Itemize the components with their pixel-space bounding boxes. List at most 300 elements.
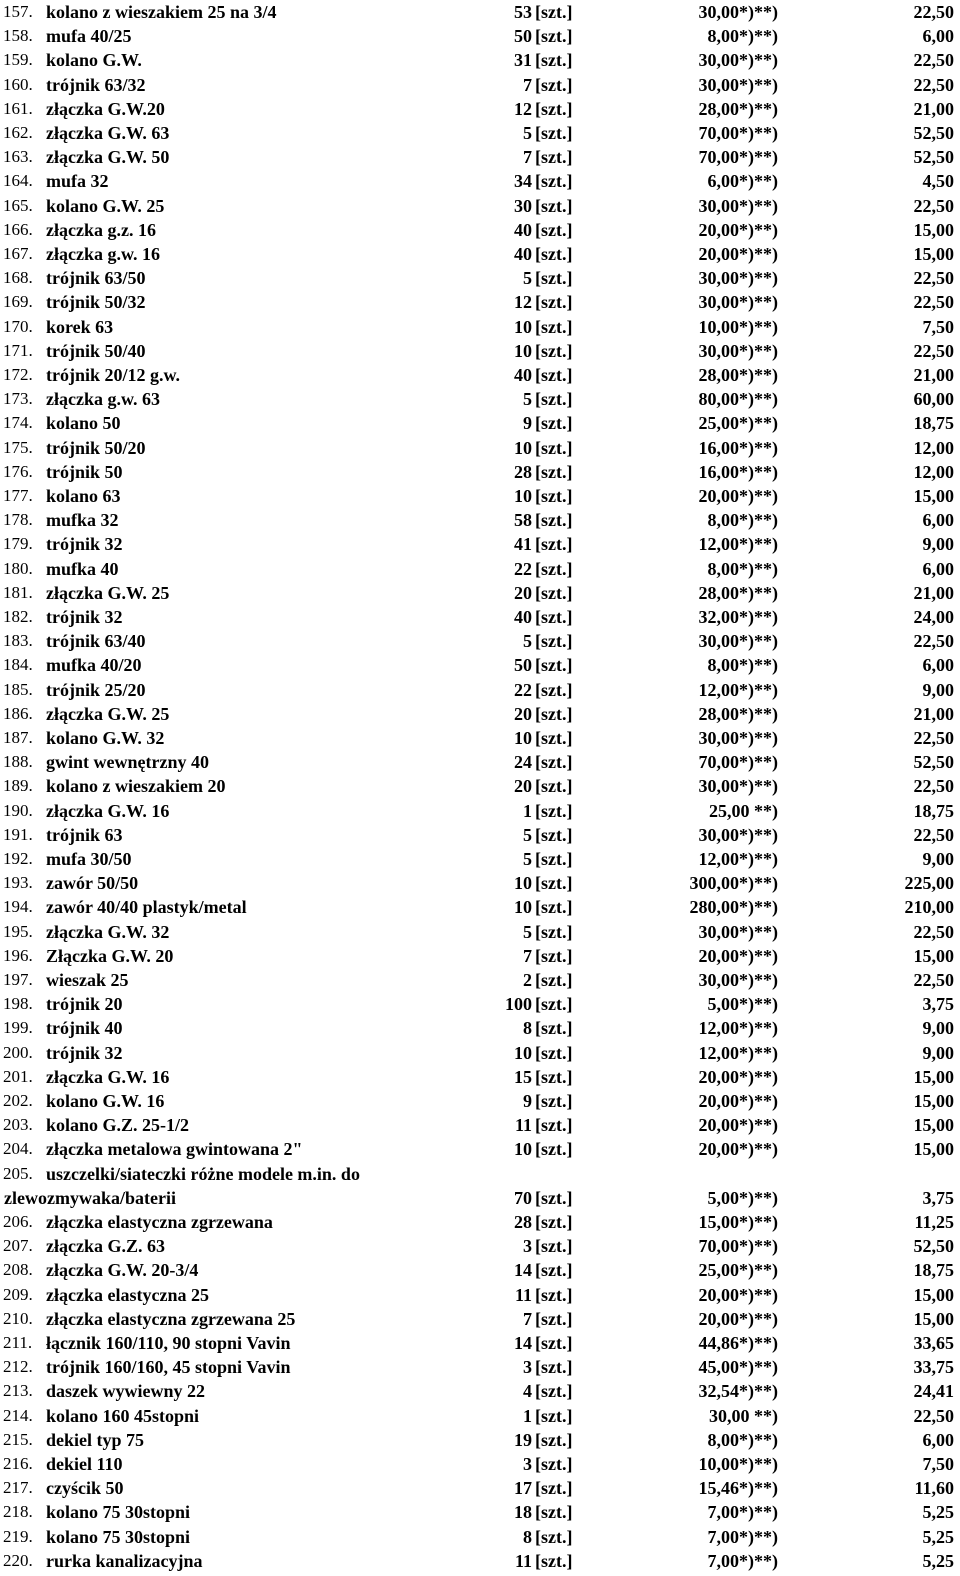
item-number: 180. (3, 558, 33, 578)
item-quantity: 10 (514, 486, 532, 506)
table-row (0, 557, 960, 581)
item-quantity: 14 (514, 1333, 532, 1353)
item-total: 52,50 (913, 147, 954, 168)
item-number: 191. (3, 824, 33, 844)
item-unit: [szt.] (535, 1502, 573, 1523)
table-row (0, 1355, 960, 1379)
item-number: 172. (3, 365, 33, 384)
item-price: 30,00*)**) (698, 824, 778, 845)
item-number: 190. (3, 800, 33, 820)
item-quantity: 10 (514, 728, 532, 748)
table-row (0, 363, 960, 387)
item-number: 162. (3, 123, 33, 142)
table-row (0, 48, 960, 72)
item-total: 12,00 (913, 461, 954, 482)
item-number: 160. (3, 74, 33, 94)
table-row (0, 750, 960, 774)
item-quantity: 8 (523, 1526, 532, 1547)
item-number: 187. (3, 728, 33, 747)
item-total: 18,75 (913, 1260, 954, 1281)
item-number: 157. (3, 2, 33, 21)
item-total: 24,41 (913, 1381, 954, 1402)
item-name: trójnik 63/32 (46, 74, 146, 95)
item-name: mufa 40/25 (46, 26, 132, 47)
item-quantity: 5 (523, 849, 532, 869)
item-name: kolano z wieszakiem 20 (46, 776, 226, 797)
item-total: 21,00 (913, 582, 954, 603)
item-total: 4,50 (922, 171, 954, 192)
item-name: trójnik 32 (46, 607, 123, 627)
item-name: trójnik 32 (46, 1042, 123, 1063)
item-quantity: 50 (514, 26, 532, 47)
item-name: gwint wewnętrzny 40 (46, 752, 209, 773)
item-quantity: 7 (523, 147, 532, 168)
item-number: 167. (3, 244, 33, 263)
item-total: 6,00 (922, 510, 954, 531)
table-row (0, 702, 960, 726)
item-number: 184. (3, 655, 33, 675)
item-number: 200. (3, 1042, 33, 1062)
item-total: 22,50 (913, 631, 954, 652)
table-row (0, 1476, 960, 1500)
item-total: 52,50 (913, 752, 954, 773)
item-unit: [szt.] (535, 123, 573, 143)
table-row (0, 847, 960, 871)
item-quantity: 4 (523, 1381, 532, 1402)
item-price: 7,00*)**) (707, 1502, 778, 1523)
item-unit: [szt.] (535, 607, 573, 627)
item-name: trójnik 20/12 g.w. (46, 365, 181, 385)
item-total: 9,00 (922, 1018, 954, 1039)
item-unit: [szt.] (535, 316, 573, 337)
item-unit: [szt.] (535, 268, 573, 289)
item-quantity: 40 (514, 219, 532, 240)
item-number: 197. (3, 970, 33, 989)
item-number: 220. (3, 1550, 33, 1570)
table-row (0, 266, 960, 290)
item-total: 33,75 (913, 1357, 954, 1378)
item-name: trójnik 63/50 (46, 268, 146, 289)
item-unit: [szt.] (535, 1066, 573, 1087)
item-quantity: 10 (514, 1139, 532, 1160)
item-quantity: 28 (514, 461, 532, 482)
item-price: 70,00*)**) (698, 1236, 778, 1257)
item-number: 159. (3, 50, 33, 70)
table-row (0, 1210, 960, 1234)
item-name: zawór 50/50 (46, 873, 139, 894)
item-quantity: 11 (514, 1115, 532, 1136)
table-row (0, 1452, 960, 1476)
item-total: 225,00 (904, 873, 954, 894)
item-quantity: 5 (523, 268, 532, 289)
item-number: 179. (3, 534, 33, 554)
item-unit: [szt.] (535, 98, 573, 119)
item-name-continued: zlewozmywaka/baterii (4, 1187, 176, 1208)
item-price: 8,00*)**) (707, 558, 778, 579)
item-total: 3,75 (922, 1187, 954, 1208)
item-total: 5,25 (922, 1502, 954, 1523)
item-unit: [szt.] (535, 219, 573, 240)
item-quantity: 2 (523, 970, 532, 990)
item-number: 177. (3, 486, 33, 505)
item-price: 12,00*)**) (698, 534, 778, 555)
item-unit: [szt.] (535, 1454, 573, 1474)
item-number: 186. (3, 703, 33, 723)
table-row (0, 968, 960, 992)
item-name: korek 63 (46, 316, 114, 337)
item-quantity: 50 (514, 655, 532, 676)
table-row (0, 944, 960, 968)
table-row (0, 1525, 960, 1549)
item-price: 20,00*)**) (698, 244, 778, 264)
item-total: 11,60 (914, 1478, 954, 1499)
item-price: 28,00*)**) (698, 582, 778, 603)
item-price: 15,00*)**) (698, 1212, 778, 1232)
item-total: 15,00 (913, 486, 954, 506)
item-price: 25,00 **) (709, 800, 778, 821)
table-row (0, 920, 960, 944)
item-name: złączka G.W. 50 (46, 147, 170, 168)
item-quantity: 17 (514, 1478, 532, 1499)
item-quantity: 70 (514, 1187, 532, 1208)
table-row (0, 992, 960, 1016)
item-quantity: 41 (514, 534, 532, 555)
item-unit: [szt.] (535, 679, 573, 700)
item-unit: [szt.] (535, 1333, 573, 1353)
item-unit: [szt.] (535, 365, 573, 385)
item-price: 70,00*)**) (698, 752, 778, 773)
item-total: 9,00 (922, 679, 954, 700)
item-name: kolano G.W. 16 (46, 1091, 165, 1111)
item-name: złączka elastyczna zgrzewana 25 (46, 1308, 296, 1329)
item-price: 20,00*)**) (698, 1139, 778, 1160)
item-unit: [szt.] (535, 824, 573, 845)
item-total: 22,50 (913, 2, 954, 22)
item-price: 10,00*)**) (698, 316, 778, 337)
item-number: 212. (3, 1357, 33, 1377)
table-row (0, 726, 960, 750)
item-unit: [szt.] (535, 534, 573, 555)
table-row (0, 290, 960, 314)
item-total: 7,50 (922, 1454, 954, 1474)
item-unit: [szt.] (535, 1381, 573, 1402)
table-row (0, 73, 960, 97)
item-total: 22,50 (913, 340, 954, 361)
item-quantity: 28 (514, 1212, 532, 1232)
item-price: 5,00*)**) (707, 1187, 778, 1208)
item-price: 30,00*)**) (698, 631, 778, 652)
item-total: 15,00 (913, 1091, 954, 1111)
item-quantity: 12 (514, 292, 532, 313)
item-number: 195. (3, 921, 33, 941)
item-number: 188. (3, 752, 33, 772)
table-row (0, 0, 960, 24)
item-unit: [szt.] (535, 1187, 573, 1208)
item-name: trójnik 32 (46, 534, 123, 555)
item-name: złączka elastyczna zgrzewana (46, 1212, 273, 1232)
item-name: trójnik 50 (46, 461, 123, 482)
item-unit: [szt.] (535, 945, 573, 966)
item-unit: [szt.] (535, 1212, 573, 1232)
item-price: 30,00*)**) (698, 728, 778, 748)
item-unit: [szt.] (535, 1405, 573, 1426)
item-unit: [szt.] (535, 26, 573, 47)
table-row (0, 1016, 960, 1040)
item-name: trójnik 63 (46, 824, 123, 845)
item-name: dekiel 110 (46, 1454, 123, 1474)
item-price: 30,00*)**) (698, 50, 778, 71)
item-price: 28,00*)**) (698, 703, 778, 724)
item-quantity: 10 (514, 316, 532, 337)
item-quantity: 22 (514, 558, 532, 579)
item-name: Złączka G.W. 20 (46, 945, 174, 966)
table-row (0, 1428, 960, 1452)
item-price: 30,00*)**) (698, 970, 778, 990)
table-row (0, 1307, 960, 1331)
item-unit: [szt.] (535, 1139, 573, 1160)
item-number: 205. (3, 1163, 33, 1183)
item-unit: [szt.] (535, 1260, 573, 1281)
item-quantity: 19 (514, 1429, 532, 1450)
item-unit: [szt.] (535, 1429, 573, 1450)
item-name: złączka G.Z. 63 (46, 1236, 165, 1257)
item-unit: [szt.] (535, 728, 573, 748)
item-unit: [szt.] (535, 849, 573, 869)
item-quantity: 7 (523, 945, 532, 966)
item-quantity: 10 (514, 897, 532, 918)
item-total: 24,00 (913, 607, 954, 627)
item-unit: [szt.] (535, 413, 573, 434)
item-number: 216. (3, 1454, 33, 1473)
item-unit: [szt.] (535, 510, 573, 531)
table-row (0, 242, 960, 266)
item-quantity: 22 (514, 679, 532, 700)
item-quantity: 10 (514, 340, 532, 361)
item-name: kolano 50 (46, 413, 121, 434)
table-row (0, 387, 960, 411)
item-number: 171. (3, 340, 33, 360)
item-price: 20,00*)**) (698, 486, 778, 506)
item-total: 60,00 (913, 389, 954, 410)
item-quantity: 24 (514, 752, 532, 773)
table-row (0, 581, 960, 605)
item-number: 170. (3, 316, 33, 336)
item-price: 15,46*)**) (698, 1478, 778, 1499)
item-price: 30,00*)**) (698, 2, 778, 22)
item-price: 28,00*)**) (698, 98, 778, 119)
table-row (0, 1186, 960, 1210)
item-name: trójnik 20 (46, 994, 123, 1015)
table-row (0, 1137, 960, 1161)
item-quantity: 3 (523, 1357, 532, 1378)
item-quantity: 20 (514, 703, 532, 724)
item-unit: [szt.] (535, 340, 573, 361)
item-unit: [szt.] (535, 147, 573, 168)
item-quantity: 9 (523, 1091, 532, 1111)
item-price: 8,00*)**) (707, 655, 778, 676)
item-name: złączka g.w. 16 (46, 244, 160, 264)
item-total: 18,75 (913, 800, 954, 821)
item-unit: [szt.] (535, 921, 573, 942)
item-number: 214. (3, 1405, 33, 1425)
item-name: mufka 32 (46, 510, 119, 531)
item-price: 25,00*)**) (698, 413, 778, 434)
item-name: daszek wywiewny 22 (46, 1381, 206, 1402)
item-price: 30,00*)**) (698, 74, 778, 95)
table-row (0, 315, 960, 339)
item-number: 207. (3, 1236, 33, 1256)
table-row (0, 1234, 960, 1258)
item-number: 174. (3, 413, 33, 433)
table-row (0, 629, 960, 653)
item-total: 6,00 (922, 26, 954, 47)
item-price: 30,00*)**) (698, 268, 778, 289)
item-number: 203. (3, 1115, 33, 1135)
item-quantity: 3 (523, 1454, 532, 1474)
table-row (0, 532, 960, 556)
item-unit: [szt.] (535, 1526, 573, 1547)
table-row (0, 653, 960, 677)
table-row (0, 605, 960, 629)
item-price: 20,00*)**) (698, 1066, 778, 1087)
item-quantity: 5 (523, 631, 532, 652)
item-quantity: 5 (523, 123, 532, 143)
item-name: złączka elastyczna 25 (46, 1284, 209, 1305)
item-price: 6,00*)**) (707, 171, 778, 192)
item-price: 20,00*)**) (698, 1115, 778, 1136)
item-name: kolano 75 30stopni (46, 1526, 191, 1547)
item-total: 21,00 (913, 365, 954, 385)
item-total: 22,50 (913, 728, 954, 748)
item-unit: [szt.] (535, 1550, 573, 1571)
item-quantity: 11 (514, 1284, 532, 1305)
item-number: 218. (3, 1502, 33, 1522)
item-number: 182. (3, 607, 33, 626)
item-name: uszczelki/siateczki różne modele m.in. do (46, 1163, 360, 1184)
item-name: złączka G.W. 25 (46, 582, 170, 603)
item-price: 45,00*)**) (698, 1357, 778, 1378)
item-number: 192. (3, 849, 33, 868)
item-total: 15,00 (913, 1308, 954, 1329)
item-total: 15,00 (913, 945, 954, 966)
item-quantity: 58 (514, 510, 532, 531)
table-row (0, 678, 960, 702)
item-quantity: 20 (514, 776, 532, 797)
item-quantity: 5 (523, 921, 532, 942)
table-row (0, 1113, 960, 1137)
table-row (0, 823, 960, 847)
item-quantity: 1 (523, 800, 532, 821)
item-unit: [szt.] (535, 389, 573, 410)
item-unit: [szt.] (535, 631, 573, 652)
item-price: 7,00*)**) (707, 1526, 778, 1547)
item-total: 6,00 (922, 558, 954, 579)
item-quantity: 18 (514, 1502, 532, 1523)
item-price: 12,00*)**) (698, 1042, 778, 1063)
table-row (0, 1500, 960, 1524)
table-row (0, 121, 960, 145)
item-price: 7,00*)**) (707, 1550, 778, 1571)
item-name: mufa 32 (46, 171, 109, 192)
item-price: 12,00*)**) (698, 679, 778, 700)
item-number: 219. (3, 1526, 33, 1546)
item-name: mufa 30/50 (46, 849, 132, 869)
item-total: 5,25 (922, 1550, 954, 1571)
item-total: 22,50 (913, 268, 954, 289)
item-number: 163. (3, 147, 33, 167)
item-quantity: 1 (523, 1405, 532, 1426)
item-name: trójnik 50/40 (46, 340, 146, 361)
item-price: 5,00*)**) (707, 994, 778, 1015)
table-row (0, 145, 960, 169)
item-number: 173. (3, 389, 33, 409)
item-name: złączka metalowa gwintowana 2" (46, 1139, 303, 1160)
item-name: trójnik 63/40 (46, 631, 146, 652)
item-unit: [szt.] (535, 2, 573, 22)
item-number: 175. (3, 437, 33, 457)
table-row (0, 1258, 960, 1282)
table-row (0, 1089, 960, 1113)
item-total: 3,75 (922, 994, 954, 1015)
item-name: kolano 63 (46, 486, 121, 506)
table-row (0, 24, 960, 48)
item-number: 161. (3, 98, 33, 118)
table-row (0, 895, 960, 919)
item-unit: [szt.] (535, 703, 573, 724)
item-price: 20,00*)**) (698, 1284, 778, 1305)
item-total: 6,00 (922, 1429, 954, 1450)
item-price: 30,00 **) (709, 1405, 778, 1426)
item-name: złączka G.W. 16 (46, 800, 170, 821)
item-unit: [szt.] (535, 437, 573, 458)
item-quantity: 11 (514, 1550, 532, 1571)
item-price: 280,00*)**) (689, 897, 778, 918)
item-quantity: 40 (514, 244, 532, 264)
table-row (0, 774, 960, 798)
item-total: 15,00 (913, 1284, 954, 1305)
item-total: 52,50 (913, 1236, 954, 1257)
item-number: 208. (3, 1260, 33, 1280)
item-number: 168. (3, 268, 33, 288)
item-unit: [szt.] (535, 292, 573, 313)
item-number: 215. (3, 1429, 33, 1449)
table-row (0, 339, 960, 363)
item-quantity: 8 (523, 1018, 532, 1039)
table-row (0, 194, 960, 218)
item-name: złączka G.W. 16 (46, 1066, 170, 1087)
item-number: 202. (3, 1091, 33, 1110)
item-name: kolano G.W. 25 (46, 195, 165, 216)
item-unit: [szt.] (535, 50, 573, 71)
item-price: 8,00*)**) (707, 510, 778, 531)
item-number: 199. (3, 1018, 33, 1038)
item-number: 176. (3, 461, 33, 481)
table-row (0, 97, 960, 121)
table-row (0, 1283, 960, 1307)
item-name: czyścik 50 (46, 1478, 124, 1499)
item-quantity: 53 (514, 2, 532, 22)
item-unit: [szt.] (535, 461, 573, 482)
item-number: 178. (3, 510, 33, 530)
table-row (0, 799, 960, 823)
item-number: 196. (3, 945, 33, 965)
item-price: 16,00*)**) (698, 461, 778, 482)
item-price: 30,00*)**) (698, 776, 778, 797)
item-price: 20,00*)**) (698, 945, 778, 966)
item-quantity: 5 (523, 824, 532, 845)
item-unit: [szt.] (535, 1042, 573, 1063)
item-price: 10,00*)**) (698, 1454, 778, 1474)
